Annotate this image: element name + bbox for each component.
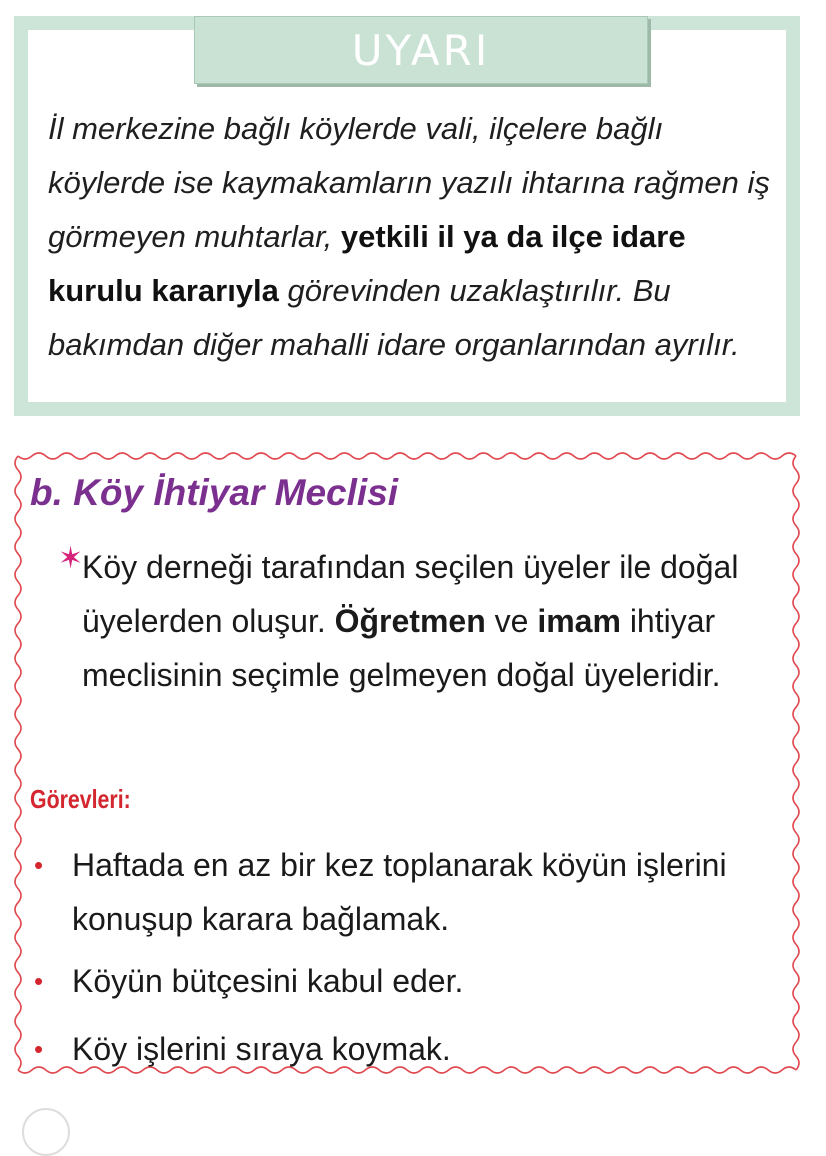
desc-part-2: ve	[485, 603, 538, 639]
desc-bold-imam: imam	[537, 603, 621, 639]
warning-text-part-2: görevinden uzaklaştırılır. Bu bakımdan diğer mahalli idare organlarından ayrılır.	[48, 273, 740, 362]
warning-box	[14, 16, 800, 416]
wavy-border-side	[793, 456, 799, 1070]
warning-text-part-1: İl merkezine bağlı köylerde vali, ilçelere bağlı köylerde ise kaymakamların yazılı ihtarına rağmen iş görmeyen muhtarlar,	[48, 111, 770, 254]
desc-part-3: ihtiyar meclisinin seçimle gelmeyen doğal üyeleridir.	[82, 603, 721, 693]
warning-text-bold: yetkili il ya da ilçe idare kurulu kararıyla	[48, 219, 686, 308]
council-description	[82, 540, 792, 702]
bullet-dot-icon: •	[34, 966, 44, 996]
warning-text	[48, 102, 788, 372]
page-corner-circle	[22, 1108, 70, 1156]
wavy-border-side	[18, 453, 796, 459]
duty-item	[34, 954, 774, 1008]
warning-label: UYARI	[194, 16, 648, 84]
duties-title: Görevleri:	[30, 784, 131, 814]
bullet-dot-icon: •	[34, 850, 44, 880]
duty-text: Köy işlerini sıraya koymak.	[72, 1031, 451, 1067]
desc-bold-teacher: Öğretmen	[334, 603, 486, 639]
duty-text: Haftada en az bir kez toplanarak köyün işlerini konuşup karara bağlamak.	[72, 847, 727, 937]
duty-item	[34, 1022, 774, 1076]
section-title: b. Köy İhtiyar Meclisi	[30, 472, 399, 513]
star-bullet-icon: ✶	[58, 542, 84, 575]
bullet-dot-icon: •	[34, 1034, 44, 1064]
wavy-border-side	[15, 456, 21, 1070]
duty-text: Köyün bütçesini kabul eder.	[72, 963, 464, 999]
desc-part-1: Köy derneği tarafından seçilen üyeler ile doğal üyelerden oluşur.	[82, 549, 739, 639]
duty-item	[34, 838, 774, 946]
council-box	[14, 452, 800, 1074]
